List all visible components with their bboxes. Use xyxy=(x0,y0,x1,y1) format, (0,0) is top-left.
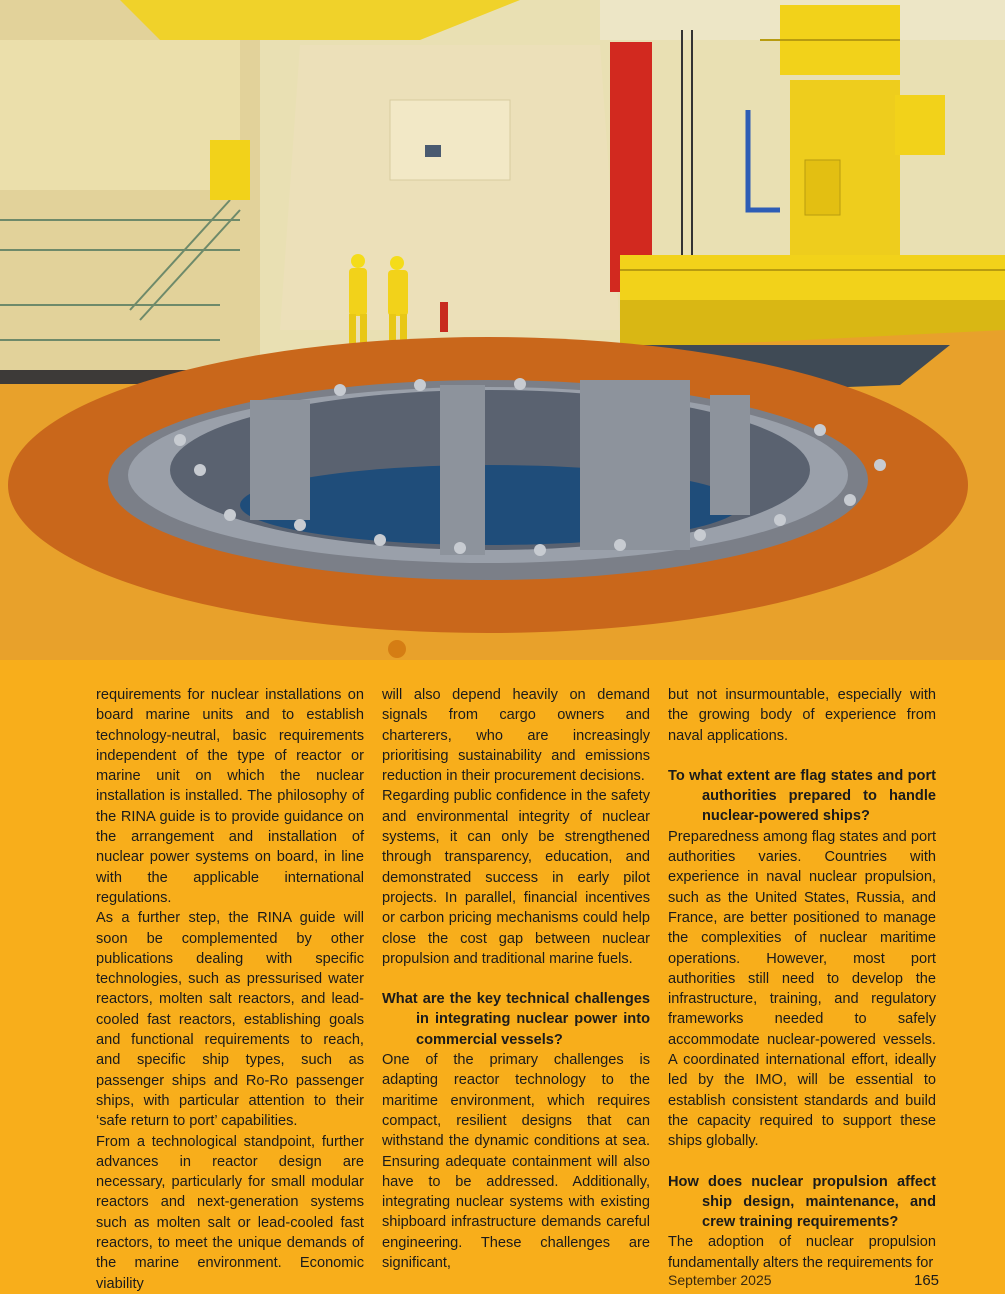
page-number: 165 xyxy=(914,1272,940,1289)
body-paragraph: One of the primary challenges is adapting reactor technology to the maritime environment, which requires compact, resilient designs that can withstand the dynamic conditions at sea. Ensuring adequate containment will also have to be addressed. Additionally, integrating nuclear systems with existing shipboard infrastructure demands careful engineering. These challenges are significant, xyxy=(382,1052,650,1272)
body-paragraph: From a technological standpoint, further advances in reactor design are necessary, particularly for small modular reactors and next-generation systems such as molten salt or lead-cooled fast reactors, to meet the unique demands of the marine environment. Economic viability xyxy=(96,1133,364,1292)
issue-date: September 2025 xyxy=(668,1272,772,1288)
body-paragraph: requirements for nuclear installations on board marine units and to establish technology-neutral, basic requirements independent of the type of reactor or marine unit on which the nuclear installation is installed. The philosophy of the RINA guide is to provide guidance on the arrangement and installation of nuclear power systems on board, in line with the applicable international regulations. xyxy=(96,687,364,906)
body-paragraph: will also depend heavily on demand signals from cargo owners and charterers, who are increasingly prioritising sustainability and emissions reduction in their procurement decisions. xyxy=(382,687,650,785)
interview-question: What are the key technical challenges in integrating nuclear power into commercial vessels? xyxy=(382,991,650,1048)
article-column-3 xyxy=(668,685,936,1273)
interview-question: How does nuclear propulsion affect ship design, maintenance, and crew training requirements? xyxy=(668,1173,936,1231)
body-paragraph: Regarding public confidence in the safety and environmental integrity of nuclear systems, it can only be strengthened through transparency, education, and demonstrated success in early pilot projects. In parallel, financial incentives or carbon pricing mechanisms could help close the cost gap between nuclear propulsion and traditional marine fuels. xyxy=(382,788,650,967)
article-column-1 xyxy=(96,685,364,1294)
interview-question: To what extent are flag states and port authorities prepared to handle nuclear-powered ships? xyxy=(668,767,936,825)
body-paragraph: but not insurmountable, especially with the growing body of experience from naval applications. xyxy=(668,687,936,744)
body-paragraph: The adoption of nuclear propulsion fundamentally alters the requirements for xyxy=(668,1234,936,1271)
body-paragraph: Preparedness among flag states and port authorities varies. Countries with experience in naval nuclear propulsion, such as the United States, Russia, and France, are better positioned to manage the complexities of nuclear maritime operations. However, most port authorities still need to develop the infrastructure, training, and regulatory frameworks needed to safely accommodate nuclear-powered vessels. A coordinated international effort, ideally led by the IMO, will be essential to establish consistent standards and build the capacity required to support these ships globally. xyxy=(668,828,936,1150)
article-column-2 xyxy=(382,685,650,1273)
body-paragraph: As a further step, the RINA guide will soon be complemented by other publications dealing with specific technologies, such as pressurised water reactors, molten salt reactors, and lead-cooled fast reactors, establishing goals and functional requirements to reach, and specific ship types, such as passenger ships and Ro-Ro passenger ships, with particular attention to their ‘safe return to port’ capabilities. xyxy=(96,910,364,1130)
